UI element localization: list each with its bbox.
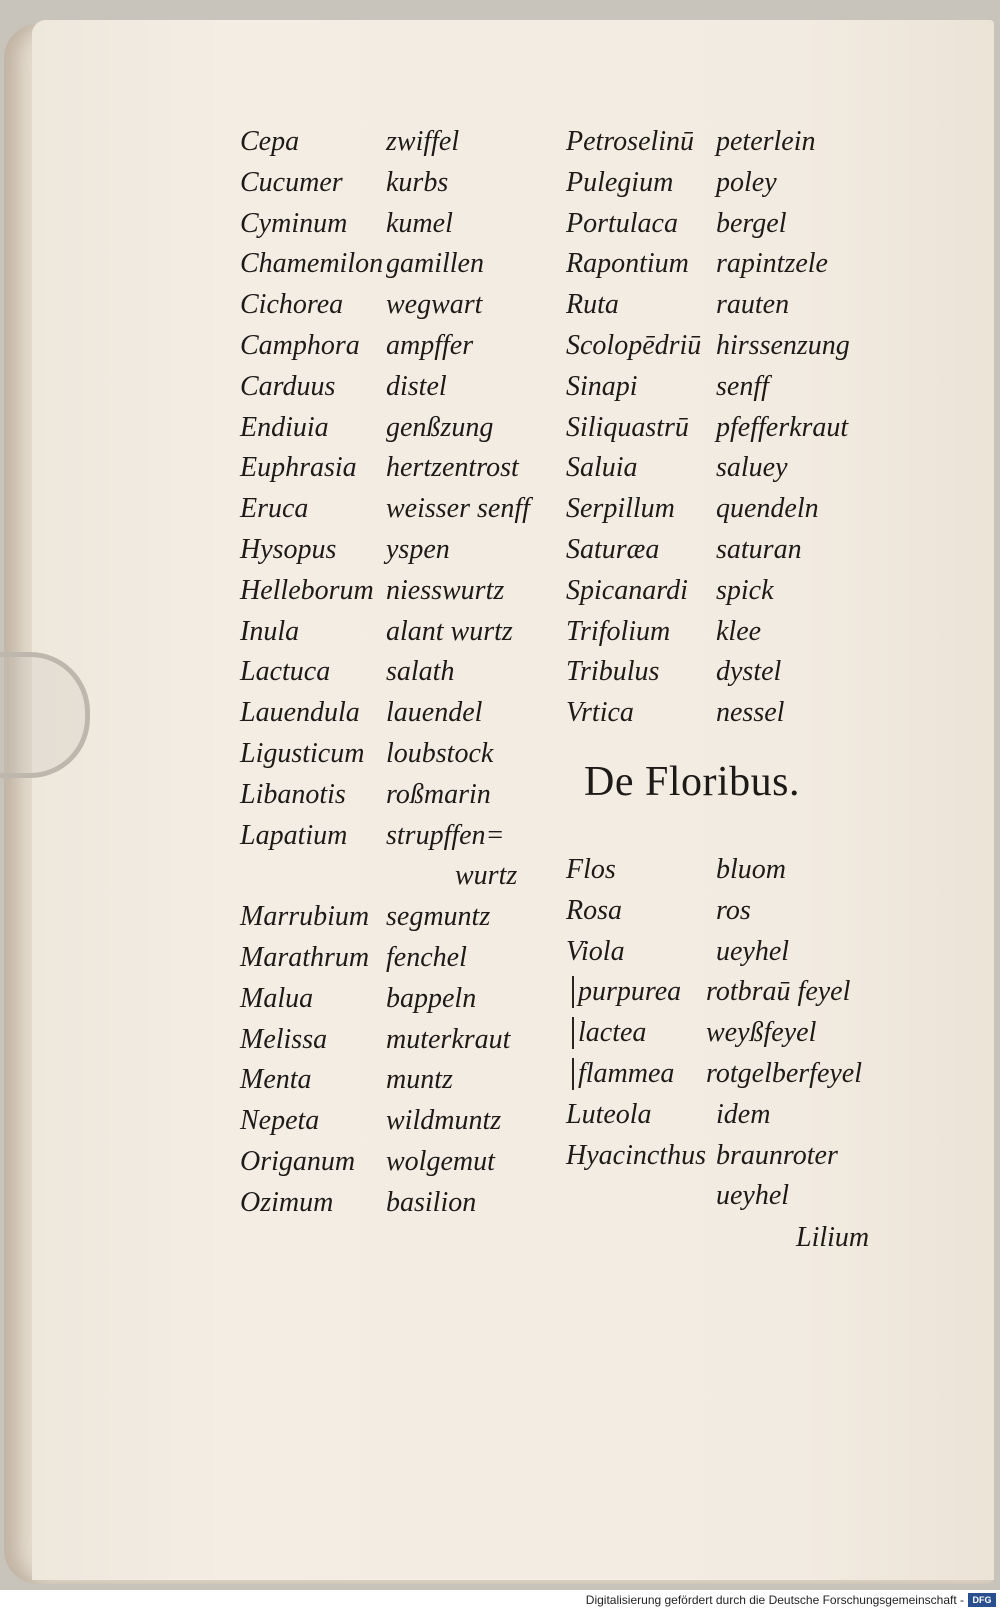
german-term: yspen xyxy=(386,533,450,565)
german-term: alant wurtz xyxy=(386,615,513,647)
german-term: bappeln xyxy=(386,982,477,1014)
latin-term: Flos xyxy=(566,854,616,885)
german-term: rotgelberfeyel xyxy=(706,1057,863,1089)
german-term: saluey xyxy=(716,452,788,484)
latin-term: Malua xyxy=(240,982,314,1014)
german-term: gamillen xyxy=(386,248,484,280)
latin-term: Endiuia xyxy=(240,411,329,443)
latin-term: Chamemilon xyxy=(240,248,384,280)
german-term: weisser senff xyxy=(386,493,530,525)
latin-term: Cepa xyxy=(240,126,300,157)
latin-term: Rapontium xyxy=(566,248,689,280)
german-term: hertzentrost xyxy=(386,452,519,484)
german-term: salath xyxy=(386,656,455,688)
latin-term: Petroselinū xyxy=(566,126,695,157)
latin-term: Lapatium xyxy=(240,819,348,851)
latin-term: Sinapi xyxy=(566,370,638,402)
german-term: peterlein xyxy=(716,126,816,157)
german-term: roßmarin xyxy=(386,778,491,810)
latin-term: Origanum xyxy=(240,1145,356,1177)
latin-term: Ozimum xyxy=(240,1186,334,1218)
latin-term: Spicanardi xyxy=(566,574,688,606)
german-term: ros xyxy=(716,894,751,926)
latin-term: Camphora xyxy=(240,329,360,361)
latin-term: Libanotis xyxy=(240,778,346,810)
german-term: fenchel xyxy=(386,941,467,973)
latin-term: Carduus xyxy=(240,370,336,402)
german-term: niesswurtz xyxy=(386,574,505,606)
german-term: zwiffel xyxy=(386,126,460,157)
german-term: quendeln xyxy=(716,493,819,525)
german-term: poley xyxy=(716,166,777,198)
german-term: nessel xyxy=(716,697,785,729)
german-term: rapintzele xyxy=(716,248,828,280)
german-term: muterkraut xyxy=(386,1023,511,1055)
latin-term: Saluia xyxy=(566,452,638,484)
latin-term: flammea xyxy=(572,1058,674,1090)
german-term: strupffen= xyxy=(386,819,505,851)
german-term: ueyhel xyxy=(716,935,790,967)
latin-term: Eruca xyxy=(240,493,309,525)
latin-term: Viola xyxy=(566,935,625,967)
german-term: hirssenzung xyxy=(716,329,850,361)
german-term: segmuntz xyxy=(386,901,491,933)
latin-term: Helleborum xyxy=(240,574,374,606)
latin-term: Tribulus xyxy=(566,656,660,688)
latin-term: Cichorea xyxy=(240,289,344,321)
dfg-logo: DFG xyxy=(968,1593,996,1607)
section-heading: De Floribus. xyxy=(584,759,800,805)
latin-term: Hyacincthus xyxy=(566,1139,706,1171)
german-term: wegwart xyxy=(386,289,483,321)
german-term: genßzung xyxy=(386,411,494,443)
german-term: wolgemut xyxy=(386,1145,495,1177)
german-term: rotbraū feyel xyxy=(706,976,851,1008)
german-term: wildmuntz xyxy=(386,1105,502,1137)
german-term: weyßfeyel xyxy=(706,1017,817,1049)
latin-term: Siliquastrū xyxy=(566,411,689,443)
german-term: loubstock xyxy=(386,737,494,769)
latin-term: Melissa xyxy=(240,1023,328,1055)
latin-term: Cyminum xyxy=(240,207,348,239)
german-term: kumel xyxy=(386,207,453,239)
latin-term: Serpillum xyxy=(566,493,675,525)
german-term: kurbs xyxy=(386,166,449,198)
latin-term: Luteola xyxy=(566,1098,652,1130)
latin-term: Pulegium xyxy=(566,166,674,198)
latin-term: Lactuca xyxy=(240,656,331,688)
latin-term: Marrubium xyxy=(240,901,370,933)
latin-term: Menta xyxy=(240,1064,312,1096)
latin-term: Ligusticum xyxy=(240,737,365,769)
german-term: wurtz xyxy=(455,860,518,892)
latin-term: Portulaca xyxy=(566,207,678,239)
latin-term: Hysopus xyxy=(240,533,337,565)
german-term: senff xyxy=(716,370,769,402)
latin-term: Ruta xyxy=(566,289,619,321)
latin-term: Marathrum xyxy=(240,941,370,973)
latin-term: Vrtica xyxy=(566,697,634,729)
german-term: rauten xyxy=(716,289,790,321)
latin-term: Inula xyxy=(240,615,300,647)
latin-term: Scolopēdriū xyxy=(566,329,702,361)
book-page xyxy=(32,20,994,1580)
german-term: ampffer xyxy=(386,329,474,361)
latin-term: Cucumer xyxy=(240,166,343,198)
latin-term: Lauendula xyxy=(240,697,360,729)
german-term: lauendel xyxy=(386,697,483,729)
footer-credit: Digitalisierung gefördert durch die Deutsche Forschungsgemeinschaft - xyxy=(585,1593,964,1607)
german-term: ueyhel xyxy=(716,1180,790,1212)
german-term: distel xyxy=(386,370,447,402)
german-term: saturan xyxy=(716,533,802,565)
german-term: braunroter xyxy=(716,1139,838,1171)
latin-term: Saturæa xyxy=(566,533,660,565)
latin-term: Trifolium xyxy=(566,615,671,647)
german-term: idem xyxy=(716,1098,771,1130)
latin-term: purpurea xyxy=(572,976,681,1008)
catchword: Lilium xyxy=(796,1222,870,1253)
latin-term: Nepeta xyxy=(240,1105,320,1137)
german-term: bergel xyxy=(716,207,787,239)
german-term: muntz xyxy=(386,1064,453,1096)
german-term: klee xyxy=(716,615,762,647)
german-term: spick xyxy=(716,574,774,606)
latin-term: lactea xyxy=(572,1017,646,1049)
german-term: bluom xyxy=(716,854,786,885)
german-term: dystel xyxy=(716,656,782,688)
german-term: basilion xyxy=(386,1186,477,1218)
german-term: pfefferkraut xyxy=(716,411,849,443)
latin-term: Rosa xyxy=(566,894,622,926)
digitization-footer xyxy=(0,1590,1000,1611)
latin-term: Euphrasia xyxy=(240,452,357,484)
